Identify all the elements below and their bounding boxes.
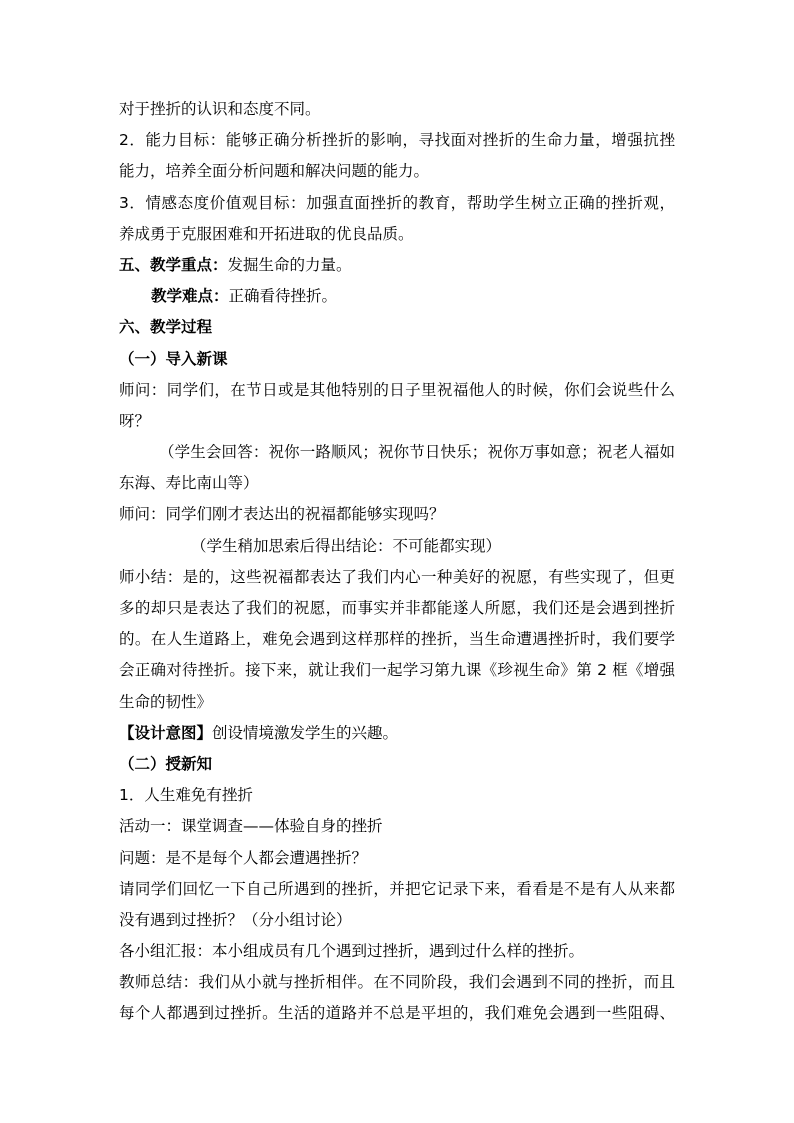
section-heading: 六、教学过程 [119,318,213,337]
text-line: 1．人生难免有挫折 [119,786,253,805]
text-line: 生命的韧性》 [119,692,213,711]
text-line: 多的却只是表达了我们的祝愿，而事实并非都能遂人所愿，我们还是会遇到挫折 [119,599,675,617]
text-line: （学生会回答：祝你一路顺风；祝你节日快乐；祝你万事如意；祝老人福如 [159,443,675,462]
document-page [119,94,675,1030]
difficulty-text: 正确看待挫折。 [228,287,338,306]
text-line: 没有遇到过挫折？（分小组讨论） [119,910,352,929]
key-point-line [119,250,675,281]
difficulty-label: 教学难点： [151,287,229,306]
text-line: 问题：是不是每个人都会遭遇挫折？ [119,848,368,867]
text-line: 东海、寿比南山等） [119,474,259,493]
subsection-heading: （二）授新知 [119,754,213,773]
text-line: 的。在人生道路上，难免会遇到这样那样的挫折，当生命遭遇挫折时，我们要学 [119,630,675,649]
text-line: 各小组汇报：本小组成员有几个遇到过挫折，遇到过什么样的挫折。 [119,942,585,961]
difficulty-line [119,281,675,312]
design-intent-label: 【设计意图】 [119,723,213,742]
design-intent-text: 创设情境激发学生的兴趣。 [212,723,399,742]
text-line: 活动一：课堂调查——体验自身的挫折 [119,817,383,836]
subsection-heading: （一）导入新课 [119,349,228,368]
text-line: 会正确对待挫折。接下来，就让我们一起学习第九课《珍视生命》第 2 框《增强 [119,661,675,680]
text-line: 对于挫折的认识和态度不同。 [119,100,321,118]
text-line: 2．能力目标：能够正确分析挫折的影响，寻找面对挫折的生命力量，增强抗挫 [119,131,675,150]
text-line: 能力，培养全面分析问题和解决问题的能力。 [119,162,430,181]
text-line: 师小结：是的，这些祝福都表达了我们内心一种美好的祝愿，有些实现了，但更 [119,567,675,586]
text-line: 3．情感态度价值观目标：加强直面挫折的教育，帮助学生树立正确的挫折观， [119,193,675,212]
text-line: （学生稍加思索后得出结论：不可能都实现） [191,536,502,555]
text-line: 呀？ [119,411,151,430]
text-line: 师问：同学们刚才表达出的祝福都能够实现吗？ [119,505,445,524]
text-line: 每个人都遇到过挫折。生活的道路并不总是平坦的，我们难免会遇到一些阻碍、 [119,1004,675,1023]
text-line: 请同学们回忆一下自己所遇到的挫折，并把它记录下来，看看是不是有人从来都 [119,879,675,898]
text-line: 养成勇于克服困难和开拓进取的优良品质。 [119,224,414,243]
text-line: 师问：同学们，在节日或是其他特别的日子里祝福他人的时候，你们会说些什么 [119,380,675,399]
key-point-text: 发掘生命的力量。 [227,255,352,274]
text-line: 教师总结：我们从小就与挫折相伴。在不同阶段，我们会遇到不同的挫折，而且 [119,973,675,992]
design-intent-line [119,718,675,749]
key-point-label: 五、教学重点： [119,255,228,274]
